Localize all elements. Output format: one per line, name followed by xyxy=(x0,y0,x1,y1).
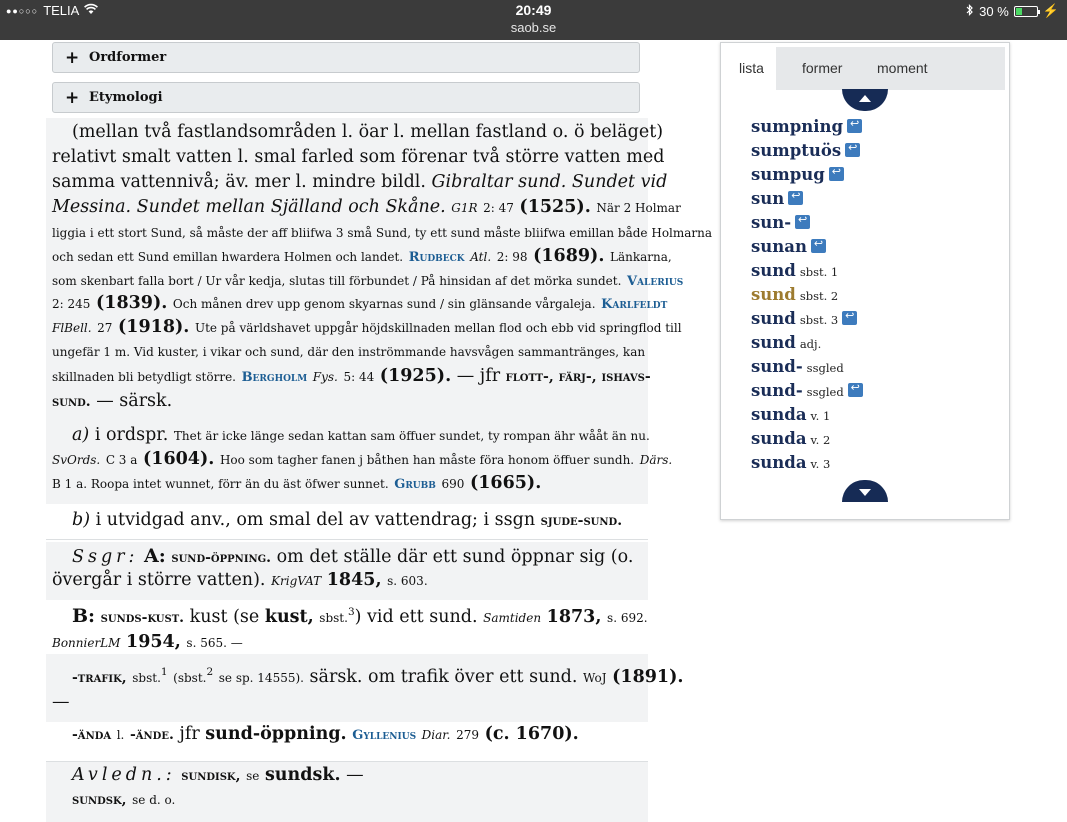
grammar-label: l. xyxy=(116,728,125,742)
headword: sund- xyxy=(751,357,803,376)
compound-group-label: A: xyxy=(144,545,166,567)
citation-year: (1689). xyxy=(533,246,605,266)
headword: sunda xyxy=(751,405,807,424)
citation-year: (c. 1670). xyxy=(484,724,579,744)
headword: sun- xyxy=(751,213,792,232)
subsense-label: b) xyxy=(72,510,91,530)
quote-text: som skenbart falla bort / Ur vår kedja, slutas till förbundet / På hinsidan af det mörka sundet. xyxy=(52,274,622,288)
definition-text: i utvidgad anv., om smal del av vattendrag; i ssgn xyxy=(95,510,536,530)
homonym-number: 1 xyxy=(160,666,168,678)
source-abbr: G1R xyxy=(451,201,478,215)
cross-ref-link[interactable]: kust, xyxy=(264,607,314,627)
word-list-item[interactable] xyxy=(751,141,860,160)
compound-word: -ända xyxy=(72,727,112,743)
citation-year: (1891). xyxy=(612,666,684,687)
citation-year: 1873, xyxy=(546,607,602,627)
definition-text: ) vid ett sund. xyxy=(354,607,478,627)
chevron-down-icon xyxy=(859,489,871,496)
headword: sund xyxy=(751,285,796,304)
status-right xyxy=(966,3,1059,19)
section-ordformer[interactable] xyxy=(52,42,640,73)
grammar-label: (sbst. xyxy=(173,670,207,685)
compound-word: sunds-kust. xyxy=(100,610,185,626)
compound-word: sund-öppning. xyxy=(171,550,272,566)
address-bar[interactable]: saob.se xyxy=(510,20,557,35)
word-list-panel xyxy=(720,42,1010,520)
return-arrow-icon[interactable] xyxy=(842,311,857,325)
tab-moment[interactable]: moment xyxy=(877,60,928,76)
subsense-a xyxy=(72,425,650,445)
citation-year: (1525). xyxy=(519,197,591,217)
cross-ref-label: se d. o. xyxy=(132,793,176,807)
bluetooth-icon xyxy=(966,4,974,19)
battery-icon xyxy=(1014,6,1038,17)
compounds-a-block xyxy=(46,542,648,600)
definition-line xyxy=(52,197,681,217)
cross-ref-label: se xyxy=(246,769,260,783)
definition-text: övergår i större vatten). xyxy=(52,570,266,590)
citation-year: 1954, xyxy=(126,632,181,652)
compound-group-label: B: xyxy=(72,605,96,627)
source-ref: 5: 44 xyxy=(343,370,375,384)
work-title: SvOrds. xyxy=(52,453,101,467)
grammar-label: adj. xyxy=(799,337,822,351)
word-list-item[interactable] xyxy=(751,381,863,400)
battery-level xyxy=(1016,8,1022,15)
quote-text: skillnaden bli betydligt större. xyxy=(52,370,236,384)
compound-anda-block xyxy=(46,722,648,762)
citation-year: (1604). xyxy=(143,449,215,469)
homonym-number: 3 xyxy=(347,606,355,619)
return-arrow-icon[interactable] xyxy=(811,239,826,253)
word-list-item[interactable] xyxy=(751,285,838,304)
work-title: BonnierLM xyxy=(52,636,121,650)
source-ref: se sp. 14555). xyxy=(218,670,304,685)
quote-text: Thet är icke länge sedan kattan sam öffuer sundet, ty rompan ähr wååt än nu. xyxy=(173,429,650,443)
author-link[interactable]: Bergholm xyxy=(241,370,308,385)
source-ref: 2: 245 xyxy=(52,297,91,311)
word-list-item[interactable] xyxy=(751,189,803,208)
carrier-label: TELIA xyxy=(43,3,80,18)
grammar-label: ssgled xyxy=(806,385,844,399)
source-ref: s. 565. — xyxy=(186,636,243,650)
charging-icon: ⚡ xyxy=(1042,3,1059,18)
definition-line xyxy=(52,391,172,411)
author-link[interactable]: Gyllenius xyxy=(352,728,417,743)
cross-ref-link[interactable]: sundsk. xyxy=(264,765,341,785)
quote-line xyxy=(52,449,672,469)
citation-year: (1925). xyxy=(379,366,452,386)
cross-ref-label: jfr xyxy=(179,724,200,744)
quote-line xyxy=(52,293,667,313)
headword: sumpning xyxy=(751,117,844,136)
word-list-item[interactable] xyxy=(751,309,857,328)
cross-ref-link[interactable]: sjude-sund. xyxy=(540,513,623,529)
return-arrow-icon[interactable] xyxy=(795,215,810,229)
definition-text: kust (se xyxy=(189,607,260,627)
scroll-down-button[interactable] xyxy=(842,480,888,502)
headword: sund xyxy=(751,261,796,280)
subsense-label: a) xyxy=(72,425,90,445)
citation-year: (1839). xyxy=(95,293,168,313)
word-list-item[interactable] xyxy=(751,429,830,448)
headword: sun xyxy=(751,189,785,208)
work-title: Diar. xyxy=(421,728,451,742)
return-arrow-icon[interactable] xyxy=(829,167,844,181)
derivation-line xyxy=(72,789,175,809)
battery-percent: 30 % xyxy=(979,3,1009,19)
quote-text: Hoo som tagher fanen j båthen han måste föra honom öffuer sundh. xyxy=(219,453,635,467)
source-ref: 2: 47 xyxy=(483,201,514,215)
headword: sunda xyxy=(751,453,807,472)
quote-text: Och månen drev upp genom skyarnas sund / sin glänsande vårgaleja. xyxy=(172,297,596,311)
word-list-item[interactable] xyxy=(751,237,826,256)
author-link[interactable]: Valerius xyxy=(626,274,684,289)
homonym-number: 2 xyxy=(206,666,214,678)
word-list-item[interactable] xyxy=(751,405,830,424)
quote-line: ungefär 1 m. Vid kuster, i vikar och sund, där den inströmmande havsvågen sammantränges, kan xyxy=(52,345,646,359)
tab-lista[interactable]: lista xyxy=(727,47,776,90)
derivation-line xyxy=(72,765,364,785)
subsense-b-block xyxy=(46,504,648,540)
work-title: Fys. xyxy=(312,370,338,384)
example-text: Gibraltar sund. Sundet vid xyxy=(431,172,668,192)
definition-line: relativt smalt vatten l. smal farled som förenar två större vatten med xyxy=(52,147,665,167)
headword: sunan xyxy=(751,237,807,256)
compound-line xyxy=(72,545,633,567)
quote-text: Länkarna, xyxy=(610,250,672,264)
clock: 20:49 xyxy=(515,2,552,18)
quote-line xyxy=(52,366,651,386)
compounds-heading: Ssgr: xyxy=(72,547,139,567)
grammar-label: v. 3 xyxy=(810,457,831,471)
compound-line xyxy=(52,632,243,652)
cross-ref-link[interactable]: sund-öppning. xyxy=(205,724,347,744)
compound-word: -ände. xyxy=(129,727,174,743)
work-title: FlBell. xyxy=(52,321,92,335)
cross-ref-label: — jfr xyxy=(456,366,501,386)
quote-line: liggia i ett stort Sund, så måste der aff bliifwa 3 små Sund, ty ett sund måste bliifwa emillan både Holmarna xyxy=(52,226,713,240)
work-title: WoJ xyxy=(582,670,607,685)
compound-line xyxy=(72,666,683,687)
return-arrow-icon[interactable] xyxy=(788,191,803,205)
word-list-item[interactable] xyxy=(751,453,830,472)
definition-line: (mellan två fastlandsområden l. öar l. mellan fastland o. ö beläget) xyxy=(72,122,664,142)
scroll-up-button[interactable] xyxy=(842,89,888,111)
grammar-label: ssgled xyxy=(806,361,844,375)
word-list-item[interactable] xyxy=(751,117,862,136)
return-arrow-icon[interactable] xyxy=(845,143,860,157)
definition-text: — särsk. xyxy=(96,391,173,411)
grammar-label: sbst. 1 xyxy=(799,265,839,279)
grammar-label: v. 2 xyxy=(810,433,831,447)
source-ref: 2: 98 xyxy=(496,250,528,264)
status-center xyxy=(0,2,1067,35)
headword: sund xyxy=(751,333,796,352)
example-text: Messina. Sundet mellan Själland och Skåne. xyxy=(52,197,446,217)
compound-line xyxy=(52,570,428,590)
quote-text: B 1 a. Roopa intet wunnet, förr än du äst öfwer sunnet. xyxy=(52,477,389,491)
return-arrow-icon[interactable] xyxy=(847,119,862,133)
quote-line xyxy=(52,473,541,493)
source-ref: 690 xyxy=(441,477,465,491)
word-list-item[interactable] xyxy=(751,357,844,376)
panel-tabs xyxy=(727,47,1005,90)
author-link[interactable]: Karlfeldt xyxy=(601,297,668,312)
quote-text: och sedan ett Sund emillan hwardera Holmen och landet. xyxy=(52,250,404,264)
quote-line xyxy=(52,270,683,290)
derivations-heading: Avledn.: xyxy=(72,765,176,785)
definition-text: — xyxy=(346,765,364,785)
headword: sund- xyxy=(751,381,803,400)
subsense-b xyxy=(72,510,622,530)
citation-year: (1918). xyxy=(118,317,190,337)
grammar-label: sbst. 2 xyxy=(799,289,839,303)
word-list-item[interactable] xyxy=(751,261,838,280)
citation-year: (1665). xyxy=(469,473,542,493)
section-label: Etymologi xyxy=(89,90,163,105)
return-arrow-icon[interactable] xyxy=(848,383,863,397)
quote-text: Ute på världshavet uppgår höjdskillnaden mellan flod och ebb vid springflod till xyxy=(194,321,682,335)
author-link[interactable]: Rudbeck xyxy=(408,250,465,265)
plus-icon: + xyxy=(65,87,80,108)
word-list-item[interactable] xyxy=(751,213,810,232)
compounds-b-block xyxy=(46,600,648,654)
article xyxy=(46,40,713,808)
grammar-label: sbst. xyxy=(132,670,161,685)
definition-text: om det ställe där ett sund öppnar sig (o. xyxy=(276,547,634,567)
grammar-label: sbst. xyxy=(319,611,348,625)
work-title: KrigVAT xyxy=(271,574,322,588)
grammar-label: v. 1 xyxy=(810,409,831,423)
source-ref: 279 xyxy=(456,728,479,742)
cross-ref-link[interactable]: sund. xyxy=(52,394,91,410)
derivation-word: sundsk, xyxy=(72,792,127,808)
derivation-word: sundisk, xyxy=(181,768,241,784)
grammar-label: sbst. 3 xyxy=(799,313,839,327)
headword: sund xyxy=(751,309,796,328)
headword: sumptuös xyxy=(751,141,842,160)
derivations-block xyxy=(46,762,648,822)
source-ref: s. 603. xyxy=(387,574,428,588)
section-etymologi[interactable] xyxy=(52,82,640,113)
author-link[interactable]: Grubb xyxy=(394,477,436,492)
status-bar xyxy=(0,0,1067,40)
source-ref: 27 xyxy=(97,321,113,335)
word-list-item[interactable] xyxy=(751,333,821,352)
work-title: Därs. xyxy=(639,453,673,467)
source-ref: C 3 a xyxy=(105,453,138,467)
quote-line xyxy=(52,246,672,266)
quote-text: När 2 Holmar xyxy=(596,201,681,215)
headword: sumpug xyxy=(751,165,825,184)
signal-icon: ●●○○○ xyxy=(6,5,39,16)
source-ref: s. 692. xyxy=(607,611,648,625)
plus-icon: + xyxy=(65,47,80,68)
work-title: Atl. xyxy=(470,250,492,264)
compound-word: -trafik, xyxy=(72,669,127,686)
definition-block xyxy=(46,118,713,504)
definition-text: särsk. om trafik över ett sund. xyxy=(309,666,578,687)
compound-line: — xyxy=(52,692,70,712)
word-list-item[interactable] xyxy=(751,165,844,184)
compound-line xyxy=(72,605,648,627)
work-title: Samtiden xyxy=(483,611,542,625)
definition-line xyxy=(52,172,667,192)
definition-text: samma vattennivå; äv. mer l. mindre bildl. xyxy=(52,172,426,192)
compound-line xyxy=(72,724,579,744)
tab-former[interactable]: former xyxy=(802,60,843,76)
definition-text: i ordspr. xyxy=(94,425,169,445)
chevron-up-icon xyxy=(859,95,871,102)
cross-ref-link[interactable]: flott-, färj-, ishavs- xyxy=(505,369,651,385)
compound-trafik-block xyxy=(46,654,684,722)
citation-year: 1845, xyxy=(326,570,382,590)
headword: sunda xyxy=(751,429,807,448)
quote-line xyxy=(52,317,682,337)
section-label: Ordformer xyxy=(89,50,167,65)
